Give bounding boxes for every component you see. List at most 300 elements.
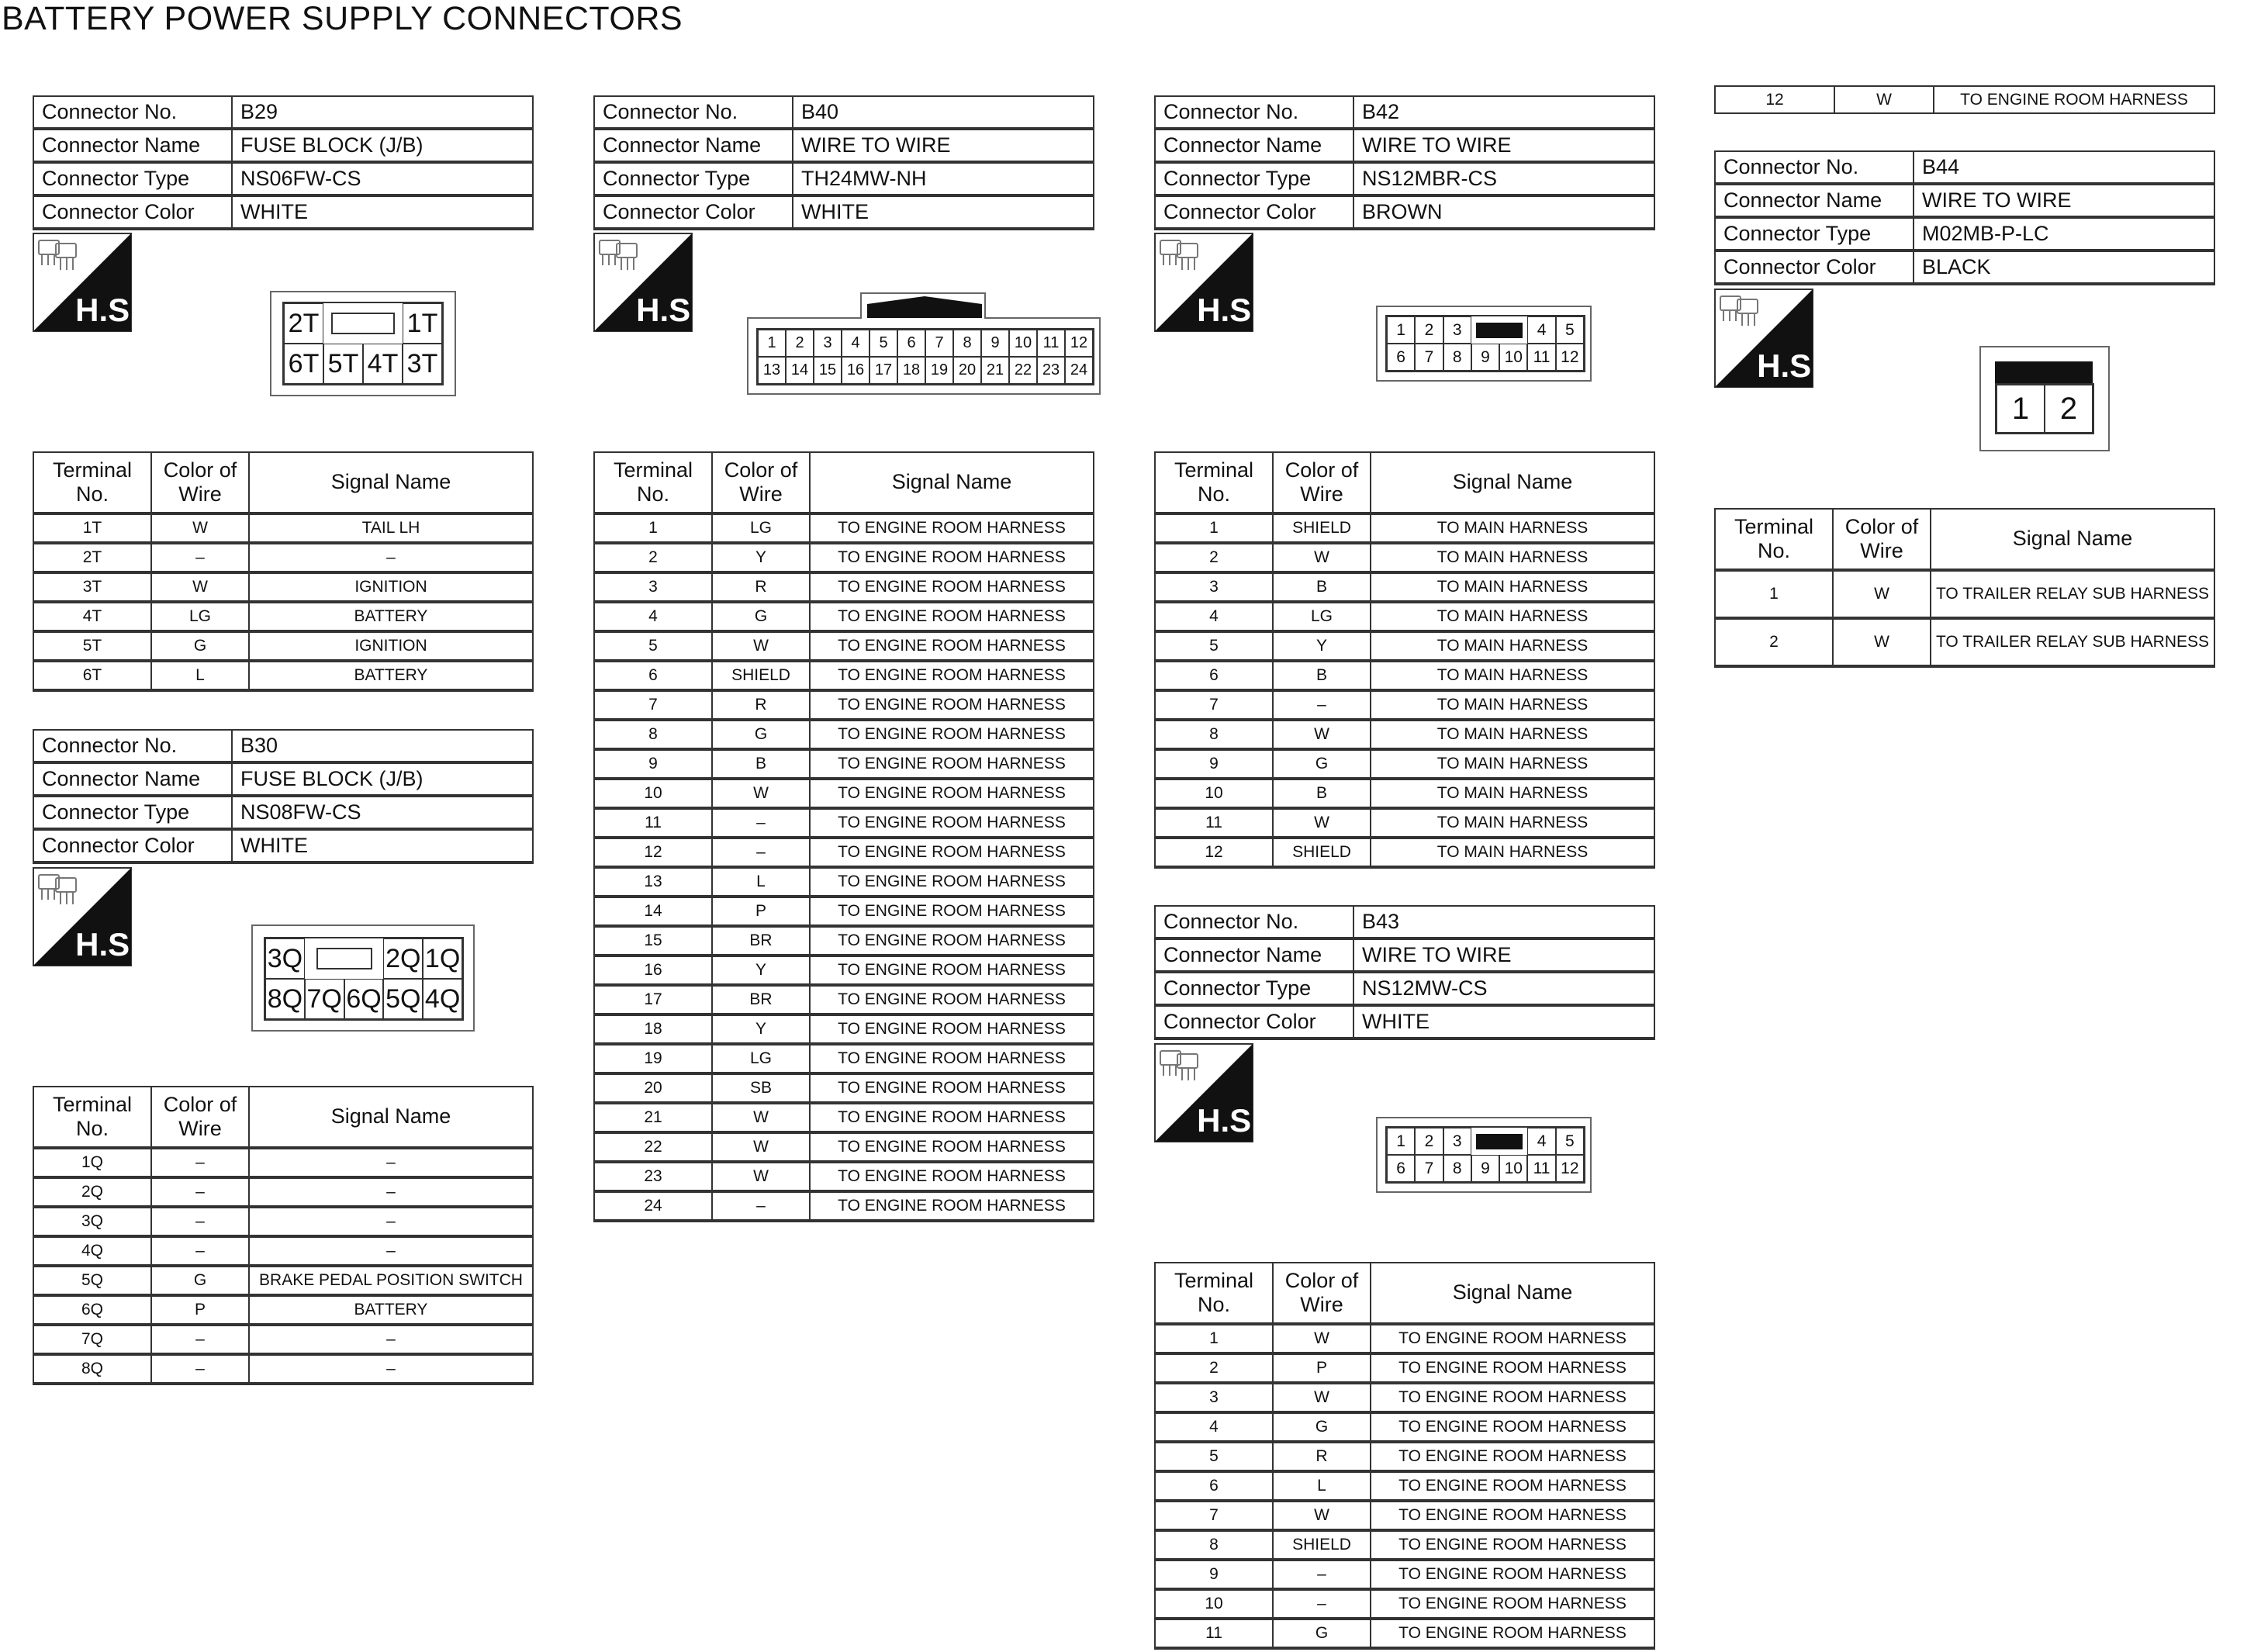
b43-connector-face (1376, 1117, 1592, 1193)
table-row (594, 572, 1094, 602)
wire-color: G (151, 631, 249, 661)
signal-name: TO ENGINE ROOM HARNESS (810, 956, 1094, 985)
table-row (1155, 1324, 1654, 1353)
b44-color: BLACK (1914, 251, 2214, 284)
signal-name: – (249, 1207, 533, 1236)
terminal-no: 11 (1155, 808, 1273, 838)
terminal-no: 13 (594, 867, 712, 897)
terminal-no: 16 (594, 956, 712, 985)
wire-color: – (151, 1148, 249, 1177)
b40-no: B40 (793, 96, 1094, 129)
hs-label: H.S. (1197, 1102, 1260, 1139)
wire-color: – (151, 1354, 249, 1384)
cont-signal: TO ENGINE ROOM HARNESS (1934, 86, 2214, 113)
terminal-no: 12 (594, 838, 712, 867)
signal-name: TO ENGINE ROOM HARNESS (810, 1073, 1094, 1103)
cont-terminal: 12 (1715, 86, 1834, 113)
hs-icon (593, 233, 700, 332)
terminal-no: 8 (1155, 720, 1273, 749)
table-row (594, 690, 1094, 720)
wire-color: G (1273, 1619, 1371, 1648)
connector-key (1471, 316, 1528, 344)
hs-icon (33, 867, 139, 966)
terminal-no: 14 (594, 897, 712, 926)
b44-name: WIRE TO WIRE (1914, 184, 2214, 217)
table-row (1155, 543, 1654, 572)
signal-name: TO MAIN HARNESS (1371, 779, 1654, 808)
table-row (594, 1044, 1094, 1073)
table-row (1155, 602, 1654, 631)
pin-7Q: 7Q (305, 979, 344, 1019)
wire-color: LG (712, 513, 810, 543)
table-row (1155, 1501, 1654, 1530)
table-row (1155, 690, 1654, 720)
table-row (33, 1266, 533, 1295)
wire-color: W (1833, 618, 1931, 666)
signal-name: IGNITION (249, 572, 533, 602)
header-signal-name: Signal Name (249, 1087, 533, 1148)
signal-name: TO ENGINE ROOM HARNESS (1371, 1619, 1654, 1648)
label-connector-type: Connector Type (594, 162, 793, 195)
pin-2T: 2T (284, 303, 323, 344)
terminal-no: 1 (594, 513, 712, 543)
table-row (1155, 749, 1654, 779)
terminal-no: 3T (33, 572, 151, 602)
header-color-of-wire: Color of Wire (712, 452, 810, 513)
signal-name: TO ENGINE ROOM HARNESS (810, 1014, 1094, 1044)
signal-name: TO ENGINE ROOM HARNESS (810, 1132, 1094, 1162)
terminal-no: 2 (1155, 543, 1273, 572)
b29-info-table (33, 95, 534, 230)
signal-name: TO ENGINE ROOM HARNESS (1371, 1589, 1654, 1619)
wire-color: W (712, 779, 810, 808)
signal-name: – (249, 543, 533, 572)
table-row (594, 985, 1094, 1014)
pin-7: 7 (1415, 344, 1443, 371)
pin-1T: 1T (403, 303, 442, 344)
signal-name: BATTERY (249, 1295, 533, 1325)
terminal-no: 8 (1155, 1530, 1273, 1560)
wire-color: W (1273, 808, 1371, 838)
terminal-no: 10 (594, 779, 712, 808)
pin-1: 1 (1387, 1128, 1415, 1155)
pin-6Q: 6Q (344, 979, 384, 1019)
wire-color: BR (712, 926, 810, 956)
signal-name: IGNITION (249, 631, 533, 661)
table-row (1155, 720, 1654, 749)
header-color-of-wire: Color of Wire (1273, 1263, 1371, 1324)
signal-name: TO ENGINE ROOM HARNESS (1371, 1353, 1654, 1383)
b30-connector-face (251, 924, 475, 1032)
terminal-no: 10 (1155, 779, 1273, 808)
pin-1: 1 (1387, 316, 1415, 344)
wire-color: W (1833, 570, 1931, 618)
terminal-no: 1 (1155, 513, 1273, 543)
table-row (594, 1103, 1094, 1132)
table-row (33, 661, 533, 690)
pin-14: 14 (786, 357, 814, 384)
table-row (1715, 618, 2214, 666)
pin-8: 8 (1443, 1155, 1471, 1182)
wire-color: – (151, 1236, 249, 1266)
label-connector-no: Connector No. (594, 96, 793, 129)
pin-12: 12 (1065, 330, 1093, 357)
table-row (1155, 1383, 1654, 1412)
table-row (1155, 1412, 1654, 1442)
header-signal-name: Signal Name (1371, 452, 1654, 513)
terminal-no: 2 (1155, 1353, 1273, 1383)
wire-color: W (712, 1162, 810, 1191)
table-row (594, 838, 1094, 867)
b44-type: M02MB-P-LC (1914, 217, 2214, 251)
hs-label: H.S. (1757, 347, 1820, 384)
wire-color: BR (712, 985, 810, 1014)
signal-name: TO ENGINE ROOM HARNESS (1371, 1412, 1654, 1442)
terminal-no: 4T (33, 602, 151, 631)
terminal-no: 5T (33, 631, 151, 661)
pin-10: 10 (1009, 330, 1037, 357)
table-row (594, 720, 1094, 749)
signal-name: TO ENGINE ROOM HARNESS (810, 985, 1094, 1014)
terminal-no: 7 (594, 690, 712, 720)
b44-key (1995, 361, 2093, 383)
pin-7: 7 (925, 330, 953, 357)
pin-5Q: 5Q (383, 979, 423, 1019)
signal-name: TO TRAILER RELAY SUB HARNESS (1931, 618, 2214, 666)
wire-color: W (1273, 543, 1371, 572)
signal-name: TO ENGINE ROOM HARNESS (810, 1191, 1094, 1221)
header-terminal-no: Terminal No. (33, 1087, 151, 1148)
table-row (1155, 779, 1654, 808)
signal-name: TO ENGINE ROOM HARNESS (810, 631, 1094, 661)
b43-name: WIRE TO WIRE (1353, 938, 1654, 972)
table-row (33, 1295, 533, 1325)
terminal-no: 9 (1155, 1560, 1273, 1589)
b42-connector-face (1376, 306, 1592, 382)
wire-color: P (151, 1295, 249, 1325)
b43-continued-row (1714, 85, 2215, 114)
pin-22: 22 (1009, 357, 1037, 384)
terminal-no: 4 (1155, 1412, 1273, 1442)
table-row (33, 513, 533, 543)
pin-16: 16 (842, 357, 869, 384)
table-row (594, 867, 1094, 897)
signal-name: TO ENGINE ROOM HARNESS (1371, 1383, 1654, 1412)
terminal-no: 24 (594, 1191, 712, 1221)
terminal-no: 8 (594, 720, 712, 749)
signal-name: TO ENGINE ROOM HARNESS (1371, 1471, 1654, 1501)
signal-name: TO MAIN HARNESS (1371, 572, 1654, 602)
pin-9: 9 (1471, 344, 1499, 371)
header-terminal-no: Terminal No. (33, 452, 151, 513)
wire-color: W (1273, 1383, 1371, 1412)
terminal-no: 7 (1155, 1501, 1273, 1530)
pin-4: 4 (842, 330, 869, 357)
signal-name: TO ENGINE ROOM HARNESS (810, 572, 1094, 602)
signal-name: TO ENGINE ROOM HARNESS (810, 1162, 1094, 1191)
pin-1: 1 (1997, 385, 2045, 433)
pin-18: 18 (897, 357, 925, 384)
pin-12: 12 (1556, 1155, 1584, 1182)
wire-color: B (1273, 572, 1371, 602)
table-row (594, 1132, 1094, 1162)
wire-color: – (712, 838, 810, 867)
terminal-no: 5 (1155, 631, 1273, 661)
terminal-no: 15 (594, 926, 712, 956)
table-row (33, 1236, 533, 1266)
b30-color: WHITE (232, 829, 533, 862)
pin-3T: 3T (403, 344, 442, 384)
pin-1Q: 1Q (423, 938, 462, 979)
connector-key (1471, 1128, 1528, 1155)
wire-color: G (151, 1266, 249, 1295)
header-signal-name: Signal Name (249, 452, 533, 513)
b29-no: B29 (232, 96, 533, 129)
header-signal-name: Signal Name (810, 452, 1094, 513)
page-title: BATTERY POWER SUPPLY CONNECTORS (2, 0, 683, 37)
wire-color: W (1273, 720, 1371, 749)
signal-name: TO ENGINE ROOM HARNESS (1371, 1560, 1654, 1589)
b40-terminal-table (593, 451, 1094, 1222)
b29-type: NS06FW-CS (232, 162, 533, 195)
signal-name: TO ENGINE ROOM HARNESS (810, 926, 1094, 956)
label-connector-name: Connector Name (1155, 129, 1353, 162)
header-color-of-wire: Color of Wire (151, 1087, 249, 1148)
pin-5: 5 (869, 330, 897, 357)
b42-type: NS12MBR-CS (1353, 162, 1654, 195)
table-row (594, 897, 1094, 926)
label-connector-type: Connector Type (1715, 217, 1914, 251)
label-connector-name: Connector Name (594, 129, 793, 162)
signal-name: TO MAIN HARNESS (1371, 720, 1654, 749)
terminal-no: 10 (1155, 1589, 1273, 1619)
table-row (1155, 631, 1654, 661)
table-row (1155, 661, 1654, 690)
header-terminal-no: Terminal No. (1715, 509, 1833, 570)
pin-2Q: 2Q (383, 938, 423, 979)
terminal-no: 3 (1155, 1383, 1273, 1412)
wire-color: W (151, 513, 249, 543)
label-connector-no: Connector No. (33, 730, 232, 762)
terminal-no: 6 (594, 661, 712, 690)
label-connector-no: Connector No. (33, 96, 232, 129)
pin-23: 23 (1037, 357, 1065, 384)
signal-name: TO MAIN HARNESS (1371, 838, 1654, 867)
header-terminal-no: Terminal No. (594, 452, 712, 513)
table-row (594, 1191, 1094, 1221)
signal-name: TO MAIN HARNESS (1371, 631, 1654, 661)
table-row (33, 631, 533, 661)
hs-label: H.S. (75, 292, 139, 328)
b44-no: B44 (1914, 151, 2214, 184)
signal-name: TO MAIN HARNESS (1371, 513, 1654, 543)
terminal-no: 4 (1155, 602, 1273, 631)
table-row (1155, 1471, 1654, 1501)
b43-terminal-table (1154, 1262, 1655, 1650)
wire-color: B (1273, 779, 1371, 808)
label-connector-no: Connector No. (1155, 96, 1353, 129)
pin-21: 21 (981, 357, 1009, 384)
table-row (33, 1148, 533, 1177)
wire-color: – (1273, 1560, 1371, 1589)
terminal-no: 4Q (33, 1236, 151, 1266)
signal-name: BRAKE PEDAL POSITION SWITCH (249, 1266, 533, 1295)
label-connector-type: Connector Type (1155, 162, 1353, 195)
terminal-no: 2 (1715, 618, 1833, 666)
table-row (594, 808, 1094, 838)
wire-color: LG (1273, 602, 1371, 631)
label-connector-no: Connector No. (1715, 151, 1914, 184)
label-connector-type: Connector Type (1155, 972, 1353, 1005)
pin-7: 7 (1415, 1155, 1443, 1182)
terminal-no: 11 (1155, 1619, 1273, 1648)
pin-11: 11 (1527, 344, 1555, 371)
b29-terminal-table (33, 451, 534, 692)
pin-3: 3 (1443, 316, 1471, 344)
terminal-no: 12 (1155, 838, 1273, 867)
table-row (33, 1325, 533, 1354)
signal-name: TO ENGINE ROOM HARNESS (810, 690, 1094, 720)
hs-label: H.S. (75, 926, 139, 963)
wire-color: R (1273, 1442, 1371, 1471)
label-connector-color: Connector Color (33, 829, 232, 862)
wire-color: – (151, 1325, 249, 1354)
terminal-no: 6Q (33, 1295, 151, 1325)
signal-name: TO ENGINE ROOM HARNESS (810, 513, 1094, 543)
pin-24: 24 (1065, 357, 1093, 384)
pin-4Q: 4Q (423, 979, 462, 1019)
wire-color: L (712, 867, 810, 897)
signal-name: TO ENGINE ROOM HARNESS (1371, 1530, 1654, 1560)
signal-name: TO ENGINE ROOM HARNESS (810, 720, 1094, 749)
terminal-no: 1T (33, 513, 151, 543)
cont-wire: W (1834, 86, 1934, 113)
terminal-no: 7 (1155, 690, 1273, 720)
terminal-no: 4 (594, 602, 712, 631)
wire-color: W (712, 631, 810, 661)
signal-name: TO MAIN HARNESS (1371, 690, 1654, 720)
signal-name: TO MAIN HARNESS (1371, 808, 1654, 838)
pin-13: 13 (758, 357, 786, 384)
pin-5T: 5T (323, 344, 363, 384)
signal-name: TO ENGINE ROOM HARNESS (810, 543, 1094, 572)
table-row (594, 956, 1094, 985)
b43-info-table (1154, 905, 1655, 1040)
pin-8: 8 (1443, 344, 1471, 371)
pin-10: 10 (1499, 344, 1527, 371)
b30-terminal-table (33, 1086, 534, 1385)
terminal-no: 6 (1155, 1471, 1273, 1501)
pin-3Q: 3Q (265, 938, 305, 979)
hs-icon (33, 233, 139, 332)
header-color-of-wire: Color of Wire (151, 452, 249, 513)
hs-icon (1154, 233, 1260, 332)
wire-color: – (1273, 1589, 1371, 1619)
wire-color: – (151, 1207, 249, 1236)
pin-4: 4 (1527, 316, 1555, 344)
table-row (594, 749, 1094, 779)
wire-color: R (712, 690, 810, 720)
wire-color: Y (712, 956, 810, 985)
wire-color: P (712, 897, 810, 926)
pin-6T: 6T (284, 344, 323, 384)
connector-key (305, 938, 384, 979)
label-connector-type: Connector Type (33, 162, 232, 195)
terminal-no: 6 (1155, 661, 1273, 690)
wire-color: G (712, 720, 810, 749)
pin-3: 3 (814, 330, 842, 357)
signal-name: – (249, 1325, 533, 1354)
signal-name: TO MAIN HARNESS (1371, 661, 1654, 690)
b43-no: B43 (1353, 906, 1654, 938)
wire-color: Y (1273, 631, 1371, 661)
signal-name: – (249, 1236, 533, 1266)
label-connector-name: Connector Name (33, 762, 232, 796)
table-row (1155, 1619, 1654, 1648)
wire-color: L (151, 661, 249, 690)
wire-color: B (712, 749, 810, 779)
terminal-no: 20 (594, 1073, 712, 1103)
wire-color: – (151, 1177, 249, 1207)
wire-color: Y (712, 543, 810, 572)
table-row (594, 631, 1094, 661)
terminal-no: 19 (594, 1044, 712, 1073)
label-connector-name: Connector Name (1155, 938, 1353, 972)
header-terminal-no: Terminal No. (1155, 1263, 1273, 1324)
b43-color: WHITE (1353, 1005, 1654, 1039)
header-color-of-wire: Color of Wire (1833, 509, 1931, 570)
terminal-no: 8Q (33, 1354, 151, 1384)
table-row (594, 513, 1094, 543)
table-row (33, 1354, 533, 1384)
pin-2: 2 (2045, 385, 2093, 433)
signal-name: TO ENGINE ROOM HARNESS (810, 838, 1094, 867)
signal-name: TO ENGINE ROOM HARNESS (810, 602, 1094, 631)
pin-1: 1 (758, 330, 786, 357)
terminal-no: 6T (33, 661, 151, 690)
table-row (33, 572, 533, 602)
header-signal-name: Signal Name (1931, 509, 2214, 570)
pin-8: 8 (953, 330, 981, 357)
pin-12: 12 (1556, 344, 1584, 371)
label-connector-color: Connector Color (1155, 195, 1353, 229)
b42-terminal-table (1154, 451, 1655, 869)
signal-name: TO ENGINE ROOM HARNESS (1371, 1324, 1654, 1353)
wire-color: R (712, 572, 810, 602)
label-connector-color: Connector Color (594, 195, 793, 229)
signal-name: TO ENGINE ROOM HARNESS (810, 867, 1094, 897)
table-row (33, 543, 533, 572)
pin-5: 5 (1556, 1128, 1584, 1155)
table-row (594, 543, 1094, 572)
wire-color: G (1273, 749, 1371, 779)
terminal-no: 17 (594, 985, 712, 1014)
b40-color: WHITE (793, 195, 1094, 229)
terminal-no: 1 (1715, 570, 1833, 618)
b44-connector-face (1979, 346, 2110, 451)
pin-8Q: 8Q (265, 979, 305, 1019)
table-row (1155, 513, 1654, 543)
wire-color: SB (712, 1073, 810, 1103)
wire-color: SHIELD (1273, 513, 1371, 543)
table-row (33, 1177, 533, 1207)
table-row (1155, 1442, 1654, 1471)
signal-name: TO MAIN HARNESS (1371, 602, 1654, 631)
signal-name: BATTERY (249, 661, 533, 690)
pin-4: 4 (1527, 1128, 1555, 1155)
b29-color: WHITE (232, 195, 533, 229)
signal-name: TO ENGINE ROOM HARNESS (810, 779, 1094, 808)
